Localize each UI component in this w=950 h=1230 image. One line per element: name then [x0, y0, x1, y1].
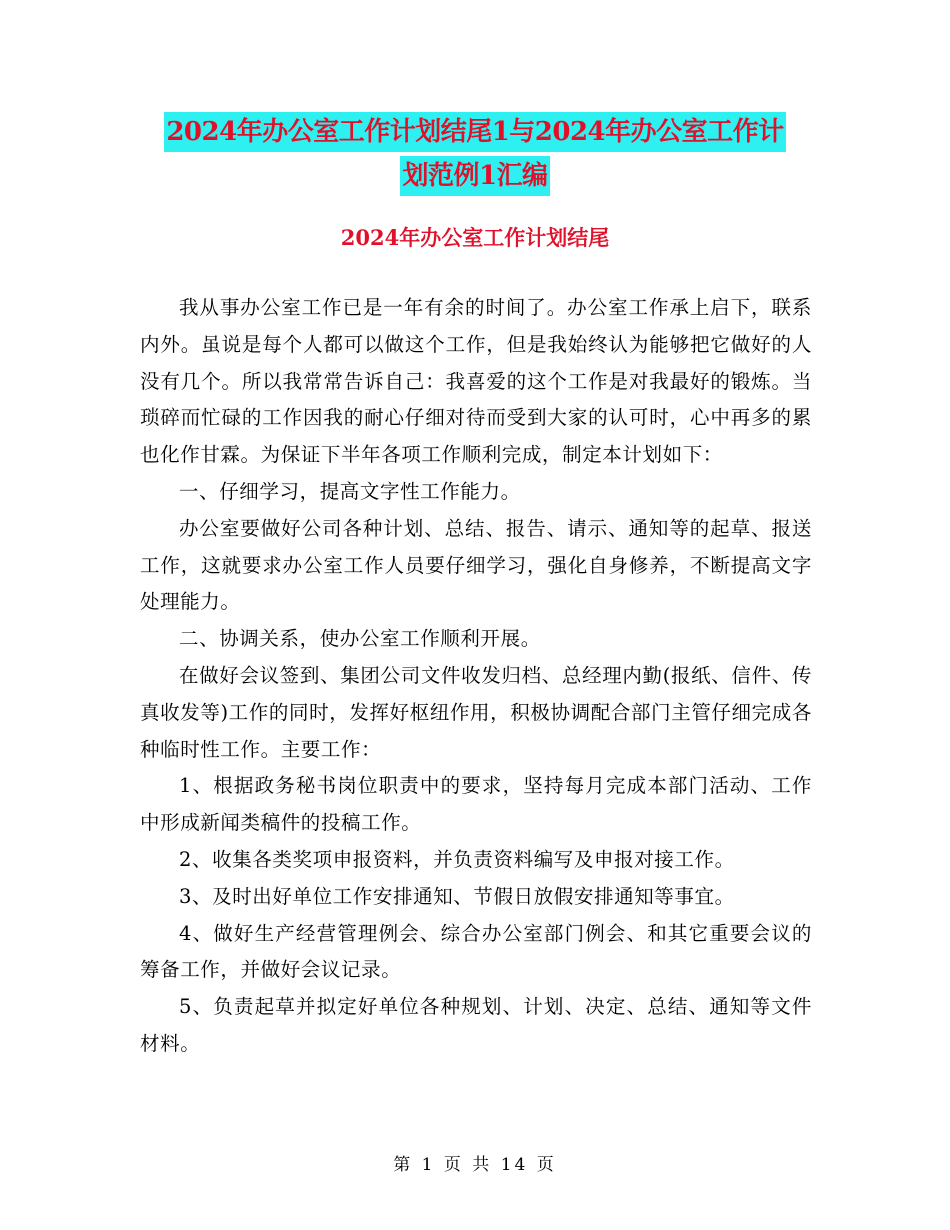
section-heading: 2024年办公室工作计划结尾 [340, 225, 610, 250]
paragraph: 一、仔细学习，提高文字性工作能力。 [179, 479, 521, 503]
paragraph: 二、协调关系，使办公室工作顺利开展。 [179, 627, 541, 651]
paragraph: 2、收集各类奖项申报资料，并负责资料编写及申报对接工作。 [179, 847, 735, 871]
document-body [140, 290, 812, 1063]
paragraph: 4、做好生产经营管理例会、综合办公室部门例会、和其它重要会议的筹备工作，并做好会议记录。 [140, 921, 812, 982]
document-title [140, 112, 810, 196]
title-line-1: 2024年办公室工作计划结尾1与2024年办公室工作计 [164, 112, 785, 152]
page-number-footer: 第 1 页 共 14 页 [393, 1155, 557, 1175]
paragraph: 我从事办公室工作已是一年有余的时间了。办公室工作承上启下，联系内外。虽说是每个人都可以做这个工作，但是我始终认为能够把它做好的人没有几个。所以我常常告诉自己：我喜爱的这个工作是对我最好的锻炼。当琐碎而忙碌的工作因我的耐心仔细对待而受到大家的认可时，心中再多的累也化作甘霖。为保证下半年各项工作顺利完成，制定本计划如下： [140, 296, 812, 467]
paragraph: 1、根据政务秘书岗位职责中的要求，坚持每月完成本部门活动、工作中形成新闻类稿件的投稿工作。 [140, 774, 812, 835]
paragraph: 办公室要做好公司各种计划、总结、报告、请示、通知等的起草、报送工作，这就要求办公室工作人员要仔细学习，强化自身修养，不断提高文字处理能力。 [140, 516, 812, 614]
title-line-2: 划范例1汇编 [400, 156, 549, 196]
paragraph: 在做好会议签到、集团公司文件收发归档、总经理内勤(报纸、信件、传真收发等)工作的同时，发挥好枢纽作用，积极协调配合部门主管仔细完成各种临时性工作。主要工作： [140, 663, 812, 761]
paragraph: 3、及时出好单位工作安排通知、节假日放假安排通知等事宜。 [179, 884, 735, 908]
paragraph: 5、负责起草并拟定好单位各种规划、计划、决定、总结、通知等文件材料。 [140, 995, 812, 1055]
